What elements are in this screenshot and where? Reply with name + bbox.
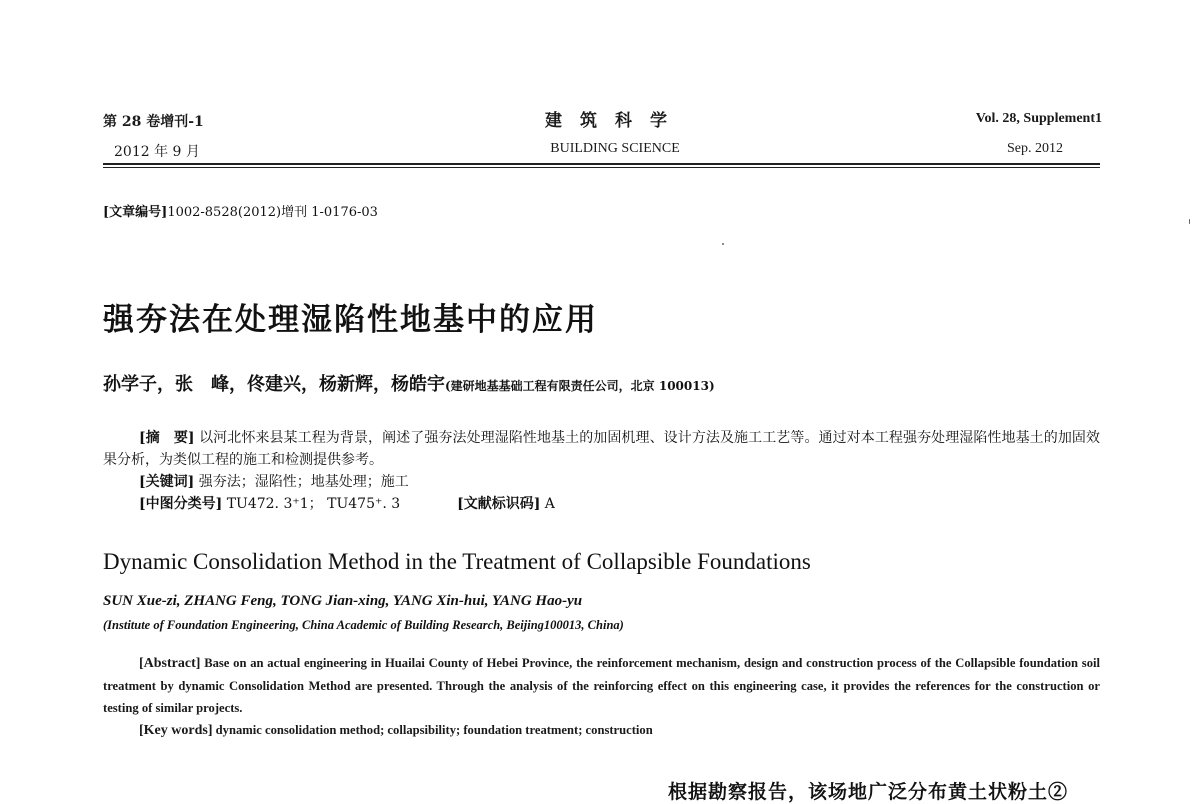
abstract-en-text: Base on an actual engineering in Huailai County of Hebei Province, the reinforcement mechanism, design and construction process of the Collapsible foundation soil treatment by dynamic Consolidation Method are presented. Through the analysis of the reinforcing effect on this engineering case, it provides the references for the construction or testing of similar projects. bbox=[103, 656, 1100, 715]
author-names-cn: 孙学子，张 峰，佟建兴，杨新辉，杨皓宇 bbox=[103, 374, 445, 395]
abstract-en-label: [Abstract] bbox=[139, 656, 201, 671]
clc-value: TU472. 3⁺1； TU475⁺. 3 bbox=[226, 496, 401, 512]
scan-speck bbox=[1189, 219, 1190, 224]
affiliation-en: (Institute of Foundation Engineering, China Academic of Building Research, Beijing100013, China) bbox=[103, 618, 624, 632]
keywords-cn bbox=[103, 471, 1100, 493]
header-rule-thin bbox=[103, 167, 1100, 168]
abstract-en-paragraph bbox=[103, 652, 1100, 719]
journal-volume-en: Vol. 28, Supplement1 bbox=[975, 111, 1102, 126]
abstract-cn bbox=[103, 427, 1100, 515]
body-text-start: 根据勘察报告，该场地广泛分布黄土状粉土② bbox=[668, 781, 1069, 803]
journal-name-cn: 建筑科学 bbox=[545, 111, 685, 131]
classification-row bbox=[103, 493, 1100, 515]
abstract-en bbox=[103, 652, 1100, 742]
article-number bbox=[103, 201, 378, 220]
keywords-en-label: [Key words] bbox=[139, 723, 213, 738]
paper-title-cn: 强夯法在处理湿陷性地基中的应用 bbox=[103, 302, 598, 338]
authors-en: SUN Xue-zi, ZHANG Feng, TONG Jian-xing, YANG Xin-hui, YANG Hao-yu bbox=[103, 593, 583, 609]
author-affiliation-cn: (建研地基基础工程有限责任公司，北京 100013) bbox=[445, 379, 715, 393]
article-number-value: 1002-8528(2012)增刊 1-0176-03 bbox=[167, 205, 378, 220]
abstract-cn-paragraph bbox=[103, 427, 1100, 471]
doc-code-value: A bbox=[544, 496, 555, 512]
journal-name-en: BUILDING SCIENCE bbox=[550, 141, 680, 156]
header-rule-thick bbox=[103, 163, 1100, 165]
scan-speck bbox=[722, 243, 724, 245]
keywords-en bbox=[103, 719, 1100, 742]
abstract-cn-text: 以河北怀来县某工程为背景，阐述了强夯法处理湿陷性地基土的加固机理、设计方法及施工工艺等。通过对本工程强夯处理湿陷性地基土的加固效果分析，为类似工程的施工和检测提供参考。 bbox=[103, 430, 1100, 468]
doc-code-label: [文献标识码] bbox=[457, 496, 541, 512]
authors-cn bbox=[103, 370, 715, 396]
abstract-cn-label: [摘 要] bbox=[139, 430, 195, 446]
keywords-en-text: dynamic consolidation method; collapsibility; foundation treatment; construction bbox=[215, 723, 653, 737]
clc-label: [中图分类号] bbox=[139, 496, 223, 512]
journal-date-cn: 2012 年 9 月 bbox=[114, 144, 200, 160]
journal-volume: 第 28 卷增刊-1 bbox=[103, 114, 204, 130]
article-number-label: [文章编号] bbox=[103, 205, 168, 220]
journal-date-en: Sep. 2012 bbox=[1007, 141, 1063, 156]
keywords-cn-text: 强夯法；湿陷性；地基处理；施工 bbox=[198, 474, 409, 490]
paper-title-en: Dynamic Consolidation Method in the Treatment of Collapsible Foundations bbox=[103, 549, 811, 574]
keywords-cn-label: [关键词] bbox=[139, 474, 195, 490]
